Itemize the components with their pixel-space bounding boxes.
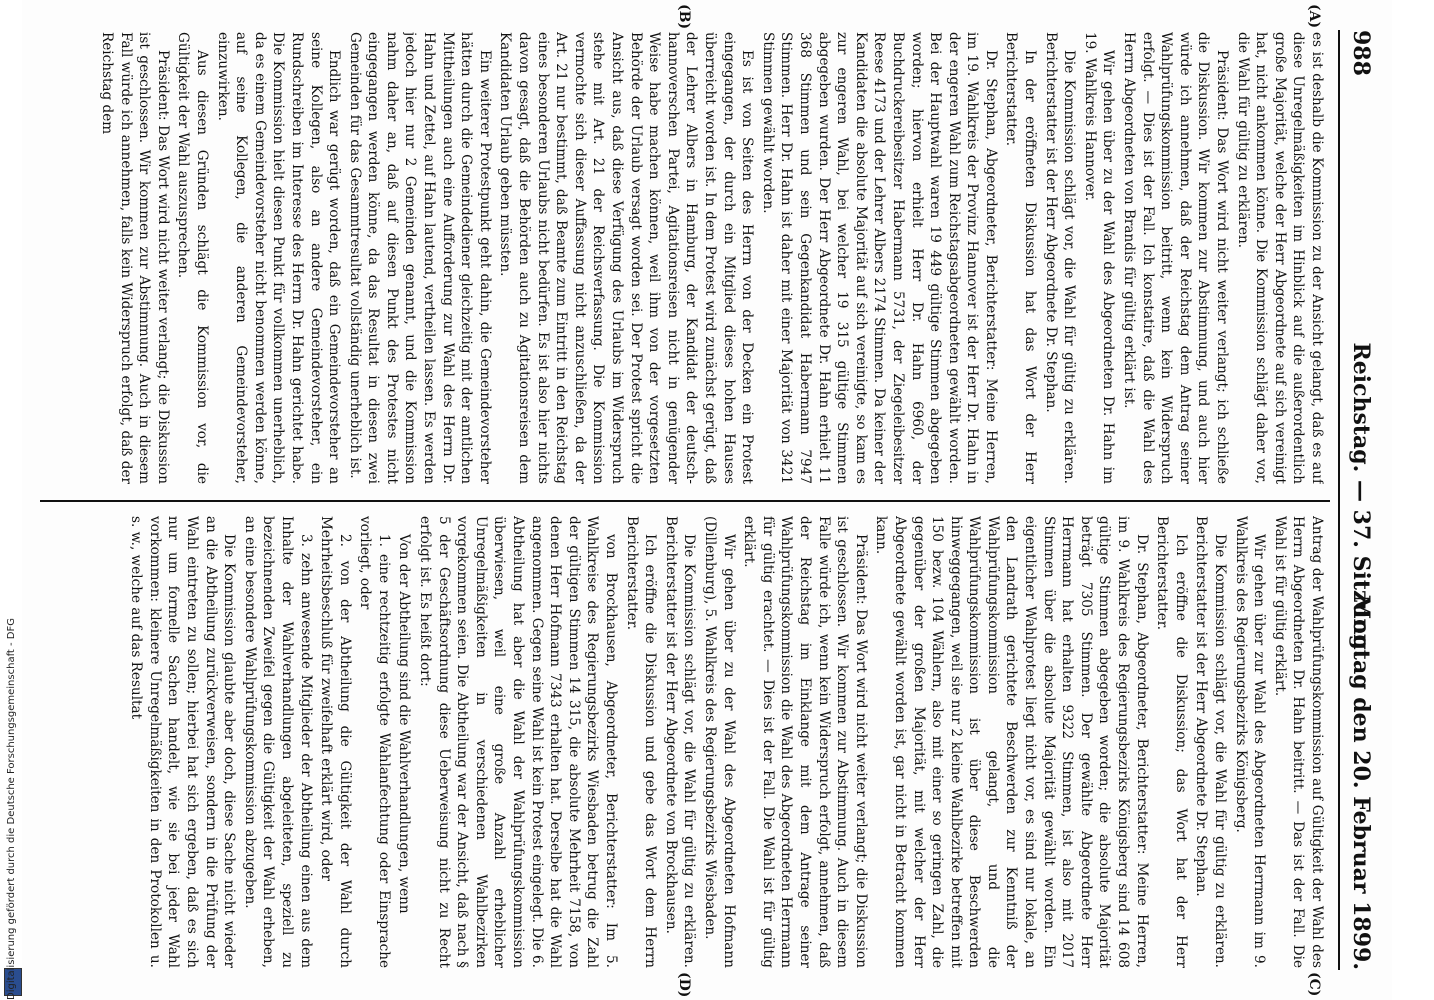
paragraph: Wir gehen über zu der Wahl des Abgeordneten Hofmann (Dillenburg), 5. Wahlkreis des Regierungsbezirks Wiesbaden. (702, 516, 737, 968)
margin-marker-b: (B) (676, 4, 692, 30)
paragraph: Dr. Stephan, Abgeordneter, Berichterstatter: Meine Herren, im 9. Wahlkreis des Regierungsbezirks Königsberg sind 14 608 gültige Stimmen abgegeben worden; die absolute Majorität beträgt 7305 Stimmen. Der gewählte Abgeordnete Herr Herrmann hat erhalten 9322 Stimmen, ist also mit 2017 Stimmen über die absolute Majorität gewählt worden. Ein eigentlicher Wahlprotest liegt nicht vor, es sind nur lokale, an den Landrath gerichtete Beschwerden zur Kenntniß der Wahlprüfungskommission gelangt, und die Wahlprüfungskommission ist über diese Beschwerden hinweggegangen, weil sie nur 2 kleine Wahlbezirke betreffen mit 150 bezw. 104 Wählern, also mit einer so geringen Zahl, die gegenüber der großen Majorität, mit welcher der Herr Abgeordnete gewählt worden ist, gar nicht in Betracht kommen kann. (873, 516, 1150, 968)
paragraph: es ist deshalb die Kommission zu der Ansicht gelangt, daß es auf diese Unregelmäßigkeiten im Hinblick auf die außerordentlich große Majorität, welche der Herr Abgeordnete auf sich vereinigt hat, nicht ankommen könne. Die Kommission schlägt daher vor, die Wahl für gültig zu erklären. (1234, 32, 1325, 484)
paragraph: Die Kommission glaubte aber doch, diese Sache nicht wieder an die Abtheilung zurückverweisen, sondern in die Prüfung der Wahl eintreten zu sollen; hierbei hat sich ergeben, daß es sich nur um formelle Sachen handelt, wie sie bei jeder Wahl vorkommen: kleinere Unregelmäßigkeiten in den Protokollen u. s. w., welche auf das Resultat (128, 516, 238, 968)
right-column (41, 516, 1326, 968)
paragraph: Wir gehen über zu der Wahl des Abgeordneten Dr. Hahn im 19. Wahlkreis Hannover. (1081, 32, 1117, 484)
paragraph: Von der Abtheilung sind die Wahlverhandlungen, wenn (396, 534, 413, 914)
paragraph: Ich eröffne die Diskussion und gebe das Wort dem Herrn Berichterstatter. (623, 516, 659, 968)
paragraph: Präsident: Das Wort wird nicht weiter verlangt; die Diskussion ist geschlossen. Wir kommen zur Abstimmung. Auch in diesem Fall würde ich annehmen, falls kein Widerspruch erfolgt, daß der Reichstag dem (99, 32, 171, 484)
margin-marker-d: (D) (676, 972, 692, 998)
paragraph: Dr. Stephan, Abgeordneter, Berichterstatter: Meine Herren, im 19. Wahlkreis der Provinz Hannover ist der Herr Dr. Hahn in der engeren Wahl zum Reichstagsabgeordneten gewählt worden. Bei der Hauptwahl waren 19 449 gültige Stimmen abgegeben worden; hiervon erhielt Herr Dr. Hahn 6960, der Buchdruckereibesitzer Habermann 5731, der Ziegeleibesitzer Reese 4173 und der Lehrer Albers 2174 Stimmen. Da keiner der Kandidaten die absolute Majorität auf sich vereinigte, so kam es zur engeren Wahl, bei welcher 19 315 gültige Stimmen abgegeben wurden. Der Herr Abgeordnete Dr. Hahn erhielt 11 368 Stimmen und sein Gegenkandidat Habermann 7947 Stimmen. Herr Dr. Hahn ist daher mit einer Majorität von 3421 Stimmen gewählt worden. (759, 32, 999, 484)
paragraph: Ein weiterer Protestpunkt geht dahin, die Gemeindevorsteher hätten durch die Gemeindediener gleichzeitig mit der amtlichen Mittheilungen auch eine Aufforderung zur Wahl des Herrn Dr. Hahn und Zettel, auf Hahn lautend, vertheilen lassen. Es werden jedoch hier nur 2 Gemeinden genannt, und die Kommission nahm daher an, daß auf diesen Punkt des Protestes nicht eingegangen werden könne, da das Resultat in diesen zwei Gemeinden für das Gesammtresultat vollständig unerheblich ist. (346, 32, 493, 484)
paragraph: Präsident: Das Wort wird nicht weiter verlangt; ich schließe die Diskussion. Wir kommen zur Abstimmung, und auch hier würde ich annehmen, daß der Reichstag dem Antrag seiner Wahlprüfungskommission beitritt, wenn kein Widerspruch erfolgt. — Dies ist der Fall. Ich konstatire, daß die Wahl des Herrn Abgeordneten von Brandis für gültig erklärt ist. (1121, 32, 1231, 484)
page-date: Montag den 20. Februar 1899. (1348, 594, 1374, 970)
paragraph: Es ist von Seiten des Herrn von der Decken ein Protest eingegangen, der durch ein Mitglied dieses hohen Hauses überreicht worden ist. In dem Protest wird zunächst gerügt, daß der Lehrer Albers in Hamburg, der Kandidat der deutsch-hannoverschen Partei, Agitationsreisen nicht in genügender Weise habe machen können, weil ihm von der vorgesetzten Behörde der Urlaub versagt worden sei. Der Protest spricht die Ansicht aus, daß diese Verfügung des Urlaubs im Widerspruch stehe mit Art. 21 der Reichsverfassung. Die Kommission vermochte sich dieser Auffassung nicht anzuschließen, da der Art. 21 nur bestimmt, daß Beamte zum Eintritt in den Reichstag eines besonderen Urlaubs nicht bedürfen. Es ist also hier nichts davon gesagt, daß die Behörden auch zu Agitationsreisen dem Kandidaten Urlaub geben müssten. (497, 32, 756, 484)
margin-marker-a: (A) (1306, 4, 1322, 29)
rotated-page (22, 0, 1392, 1000)
paragraph: Präsident: Das Wort wird nicht weiter verlangt; die Diskussion ist geschlossen. Wir kommen zur Abstimmung. Auch in diesem Falle würde ich, wenn kein Widerspruch erfolgt, annehmen, daß der Reichstag im Einklange mit dem Antrage seiner Wahlprüfungskommission die Wahl des Abgeordneten Herrmann für gültig erachtet. — Dies ist der Fall. Die Wahl ist für gültig erklärt. (741, 516, 869, 968)
paragraph: 3. zehn anwesende Mitglieder der Abtheilung einen aus dem Inhalte der Wahlverhandlungen abgeleiteten, speziell zu bezeichnenden Zweifel gegen die Gültigkeit der Wahl erheben, an eine besondere Wahlprüfungskommission abzugeben. (241, 516, 314, 968)
left-column (41, 32, 1326, 484)
paragraph: Antrag der Wahlprüfungskommission auf Gültigkeit der Wahl des Herrn Abgeordneten Dr. Hahn beitritt. — Das ist der Fall. Die Wahl ist für gültig erklärt. (1271, 516, 1325, 968)
paragraph: von Brockhausen, Abgeordneter, Berichterstatter: Im 5. Wahlkreise des Regierungsbezirks Wiesbaden betrug die Zahl der gültigen Stimmen 14 315, die absolute Mehrheit 7158, von denen Herr Hofmann 7343 erhalten hat. Derselbe hat die Wahl angenommen. Gegen seine Wahl ist kein Protest eingelegt. Die 6. Abtheilung hat aber die Wahl der Wahlprüfungskommission überwiesen, weil eine große Anzahl erheblicher Unregelmäßigkeiten in verschiedenen Wahlbezirken vorgekommen seien. Die Abtheilung war der Ansicht, daß nach § 5 der Geschäftsordnung diese Ueberweisung nicht zu Recht erfolgt ist. Es heißt dort: (417, 516, 620, 968)
paragraph: 1. eine rechtzeitig erfolgte Wahlanfechtung oder Einsprache vorliegt, oder (357, 516, 392, 968)
paragraph: Aus diesen Gründen schlägt die Kommission vor, die Gültigkeit der Wahl auszusprechen. (175, 32, 210, 484)
paragraph: Wir gehen über zur Wahl des Abgeordneten Herrmann im 9. Wahlkreis des Regierungsbezirks Königsberg. (1232, 516, 1268, 968)
paragraph: 2. von der Abtheilung die Gültigkeit der Wahl durch Mehrheitsbeschluß für zweifelhaft erklärt wird, oder (318, 516, 353, 968)
digitization-credit: Digitalisierung gefördert durch die Deutsche Forschungsgemeinschaft - DFG (6, 617, 17, 1000)
paragraph: Die Kommission schlägt vor, die Wahl für gültig zu erklären. Berichterstatter ist der Herr Abgeordnete von Brockhausen. (662, 516, 698, 968)
paragraph: Die Kommission schlägt vor, die Wahl für gültig zu erklären. Berichterstatter ist der Herr Abgeordnete Dr. Stephan. (1193, 516, 1229, 968)
paragraph: Die Kommission schlägt vor, die Wahl für gültig zu erklären. Berichterstatter ist der Herr Abgeordnete Dr. Stephan. (1042, 32, 1078, 484)
paragraph: In der eröffneten Diskussion hat das Wort der Herr Berichterstatter. (1003, 32, 1039, 484)
paragraph: Ich eröffne die Diskussion; das Wort hat der Herr Berichterstatter. (1154, 516, 1189, 968)
paragraph: Endlich war gerügt worden, daß ein Gemeindevorsteher an seine Kollegen, also an andere Gemeindevorsteher, ein Rundschreiben im Interesse des Herrn Dr. Hahn gerichtet habe. Die Kommission hielt diesen Punkt für vollkommen unerheblich, da es einem Gemeindevorsteher nicht benommen werden könne, auf seine Kollegen, die anderen Gemeindevorsteher, einzuwirken. (214, 32, 343, 484)
page-number: 988 (1348, 30, 1374, 76)
page-title: Reichstag. — 37. Sitzung. (1348, 342, 1374, 658)
column-divider (40, 500, 1330, 502)
page-header (1338, 30, 1380, 970)
margin-marker-c: (C) (1306, 972, 1322, 997)
